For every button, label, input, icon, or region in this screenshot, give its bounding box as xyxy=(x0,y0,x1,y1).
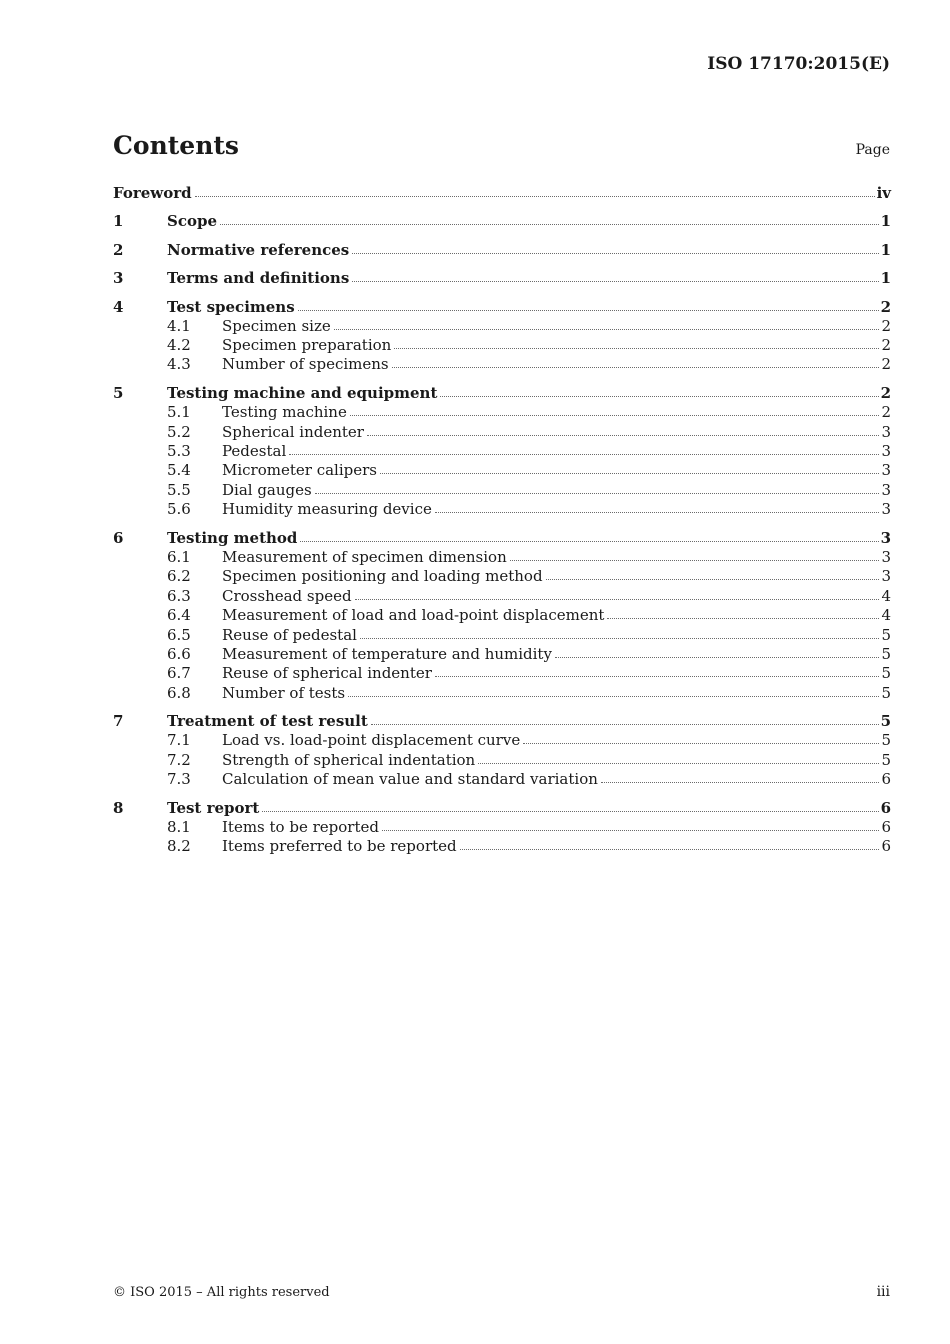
dot-leader xyxy=(380,473,879,474)
toc-entry-subsection-5-5[interactable] xyxy=(113,481,891,500)
toc-entry-subsection-4-2[interactable] xyxy=(113,336,891,355)
toc-entry-subsection-8-2[interactable] xyxy=(113,837,891,856)
dot-leader xyxy=(478,763,879,764)
toc-entry-title: Measurement of specimen dimension xyxy=(222,547,507,566)
toc-entry-section-4[interactable] xyxy=(113,298,891,317)
toc-entry-subsection-7-1[interactable] xyxy=(113,731,891,750)
dot-leader xyxy=(220,224,879,225)
toc-entry-page: 5 xyxy=(881,664,891,683)
dot-leader xyxy=(300,541,878,542)
toc-entry-number: 6.8 xyxy=(167,683,191,702)
toc-entry-subsection-8-1[interactable] xyxy=(113,818,891,837)
toc-entry-section-1[interactable] xyxy=(113,212,891,231)
toc-entry-page: 6 xyxy=(880,798,891,817)
toc-entry-subsection-6-3[interactable] xyxy=(113,587,891,606)
dot-leader xyxy=(555,657,879,658)
toc-entry-number: 6 xyxy=(113,528,124,547)
toc-entry-title: Load vs. load-point displacement curve xyxy=(222,731,521,750)
toc-entry-number: 4.1 xyxy=(167,316,191,335)
toc-entry-section-3[interactable] xyxy=(113,269,891,288)
toc-entry-number: 5 xyxy=(113,384,124,403)
toc-entry-subsection-7-2[interactable] xyxy=(113,751,891,770)
toc-entry-subsection-6-5[interactable] xyxy=(113,626,891,645)
toc-entry-subsection-5-3[interactable] xyxy=(113,442,891,461)
dot-leader xyxy=(394,348,879,349)
toc-entry-title: Terms and definitions xyxy=(167,269,350,288)
toc-entry-title: Reuse of spherical indenter xyxy=(222,664,432,683)
page-column-label: Page xyxy=(855,142,890,158)
toc-entry-number: 6.5 xyxy=(167,625,191,644)
toc-entry-page: 3 xyxy=(881,480,891,499)
dot-leader xyxy=(367,435,879,436)
toc-entry-page: 3 xyxy=(880,528,891,547)
dot-leader xyxy=(440,396,878,397)
toc-entry-page: 5 xyxy=(881,750,891,769)
dot-leader xyxy=(546,579,879,580)
toc-entry-number: 7.3 xyxy=(167,770,191,789)
toc-entry-title: Spherical indenter xyxy=(222,422,364,441)
toc-entry-number: 8.2 xyxy=(167,837,191,856)
dot-leader xyxy=(392,367,879,368)
toc-entry-title: Number of tests xyxy=(222,683,346,702)
toc-entry-subsection-5-6[interactable] xyxy=(113,500,891,519)
toc-entry-subsection-5-1[interactable] xyxy=(113,403,891,422)
toc-entry-number: 4.2 xyxy=(167,336,191,355)
toc-entry-number: 6.2 xyxy=(167,567,191,586)
toc-entry-title: Items preferred to be reported xyxy=(222,837,457,856)
toc-entry-page: 6 xyxy=(881,770,891,789)
dot-leader xyxy=(601,782,879,783)
dot-leader xyxy=(460,849,879,850)
toc-entry-title: Foreword xyxy=(113,184,192,202)
copyright-notice: © ISO 2015 – All rights reserved xyxy=(113,1285,330,1300)
toc-entry-section-2[interactable] xyxy=(113,241,891,260)
toc-entry-section-6[interactable] xyxy=(113,529,891,548)
toc-entry-title: Normative references xyxy=(167,240,350,259)
toc-entry-number: 5.6 xyxy=(167,500,191,519)
table-of-contents xyxy=(113,184,891,857)
toc-entry-title: Specimen positioning and loading method xyxy=(222,567,543,586)
toc-entry-page: iv xyxy=(876,184,891,202)
toc-entry-title: Calculation of mean value and standard variation xyxy=(222,770,598,789)
toc-entry-page: 3 xyxy=(881,422,891,441)
toc-entry-subsection-7-3[interactable] xyxy=(113,770,891,789)
toc-entry-number: 5.1 xyxy=(167,403,191,422)
dot-leader xyxy=(523,743,879,744)
dot-leader xyxy=(510,560,879,561)
dot-leader xyxy=(334,329,879,330)
toc-entry-title: Number of specimens xyxy=(222,355,389,374)
dot-leader xyxy=(435,512,879,513)
toc-entry-title: Scope xyxy=(167,212,218,231)
toc-entry-page: 4 xyxy=(881,606,891,625)
toc-entry-page: 3 xyxy=(881,567,891,586)
toc-entry-number: 8.1 xyxy=(167,818,191,836)
dot-leader xyxy=(352,281,878,282)
toc-entry-page: 6 xyxy=(881,837,891,856)
toc-entry-subsection-5-4[interactable] xyxy=(113,461,891,480)
toc-entry-number: 6.3 xyxy=(167,586,191,605)
toc-entry-page: 5 xyxy=(881,731,891,750)
toc-entry-number: 5.3 xyxy=(167,442,191,461)
dot-leader xyxy=(262,811,878,812)
contents-title: Contents xyxy=(113,131,240,160)
toc-entry-number: 6.1 xyxy=(167,547,191,566)
toc-entry-subsection-4-3[interactable] xyxy=(113,355,891,374)
document-code: ISO 17170:2015(E) xyxy=(707,54,890,74)
toc-entry-page: 2 xyxy=(881,336,891,355)
toc-entry-title: Measurement of temperature and humidity xyxy=(222,644,552,663)
toc-entry-title: Reuse of pedestal xyxy=(222,625,357,644)
toc-entry-number: 8 xyxy=(113,798,124,817)
dot-leader xyxy=(360,638,879,639)
toc-entry-page: 1 xyxy=(880,269,891,288)
toc-entry-number: 1 xyxy=(113,212,124,231)
toc-entry-title: Testing method xyxy=(167,528,298,547)
toc-entry-page: 3 xyxy=(881,547,891,566)
toc-entry-number: 5.5 xyxy=(167,480,191,499)
toc-entry-title: Dial gauges xyxy=(222,480,312,499)
toc-entry-page: 2 xyxy=(881,316,891,335)
toc-entry-page: 2 xyxy=(880,297,891,316)
toc-entry-title: Testing machine xyxy=(222,403,347,422)
toc-entry-number: 3 xyxy=(113,269,124,288)
toc-entry-title: Specimen size xyxy=(222,316,331,335)
toc-entry-page: 2 xyxy=(881,355,891,374)
toc-entry-title: Specimen preparation xyxy=(222,336,392,355)
toc-entry-number: 5.4 xyxy=(167,461,191,480)
toc-entry-subsection-6-8[interactable] xyxy=(113,684,891,703)
toc-entry-page: 6 xyxy=(881,818,891,836)
toc-entry-section-7[interactable] xyxy=(113,712,891,731)
toc-entry-number: 6.7 xyxy=(167,664,191,683)
toc-entry-page: 2 xyxy=(880,384,891,403)
dot-leader xyxy=(435,676,879,677)
dot-leader xyxy=(355,599,879,600)
dot-leader xyxy=(195,196,875,197)
toc-entry-page: 1 xyxy=(880,212,891,231)
dot-leader xyxy=(607,618,879,619)
toc-entry-title: Strength of spherical indentation xyxy=(222,750,476,769)
toc-entry-number: 5.2 xyxy=(167,422,191,441)
dot-leader xyxy=(348,696,879,697)
toc-entry-number: 7.2 xyxy=(167,750,191,769)
toc-entry-number: 6.4 xyxy=(167,606,191,625)
toc-entry-page: 1 xyxy=(880,240,891,259)
toc-entry-title: Crosshead speed xyxy=(222,586,352,605)
toc-entry-foreword[interactable] xyxy=(113,184,891,203)
toc-entry-page: 3 xyxy=(881,442,891,461)
toc-entry-page: 3 xyxy=(881,461,891,480)
toc-entry-page: 5 xyxy=(881,683,891,702)
dot-leader xyxy=(382,830,879,831)
toc-entry-number: 7.1 xyxy=(167,731,191,750)
toc-entry-title: Test specimens xyxy=(167,297,295,316)
toc-entry-subsection-6-7[interactable] xyxy=(113,664,891,683)
toc-entry-title: Testing machine and equipment xyxy=(167,384,438,403)
toc-entry-title: Measurement of load and load-point displacement xyxy=(222,606,605,625)
toc-entry-number: 6.6 xyxy=(167,644,191,663)
toc-entry-page: 5 xyxy=(880,712,891,731)
toc-entry-page: 3 xyxy=(881,500,891,519)
toc-entry-page: 4 xyxy=(881,586,891,605)
dot-leader xyxy=(371,724,879,725)
toc-entry-number: 4 xyxy=(113,297,124,316)
toc-entry-page: 5 xyxy=(881,625,891,644)
dot-leader xyxy=(298,310,879,311)
dot-leader xyxy=(352,253,878,254)
dot-leader xyxy=(289,454,879,455)
toc-entry-subsection-4-1[interactable] xyxy=(113,317,891,336)
toc-entry-title: Treatment of test result xyxy=(167,712,368,731)
toc-entry-subsection-6-2[interactable] xyxy=(113,567,891,586)
toc-entry-page: 5 xyxy=(881,644,891,663)
toc-sections xyxy=(113,212,891,856)
toc-entry-subsection-6-1[interactable] xyxy=(113,548,891,567)
toc-entry-title: Items to be reported xyxy=(222,818,379,836)
page-number: iii xyxy=(876,1284,890,1300)
toc-entry-number: 4.3 xyxy=(167,355,191,374)
toc-entry-page: 2 xyxy=(881,403,891,422)
toc-entry-title: Humidity measuring device xyxy=(222,500,432,519)
toc-entry-title: Pedestal xyxy=(222,442,287,461)
toc-entry-title: Micrometer calipers xyxy=(222,461,377,480)
toc-entry-subsection-6-4[interactable] xyxy=(113,606,891,625)
dot-leader xyxy=(315,493,879,494)
toc-entry-number: 7 xyxy=(113,712,124,731)
dot-leader xyxy=(350,415,879,416)
toc-entry-number: 2 xyxy=(113,240,124,259)
toc-entry-section-5[interactable] xyxy=(113,384,891,403)
toc-entry-subsection-6-6[interactable] xyxy=(113,645,891,664)
toc-entry-title: Test report xyxy=(167,798,260,817)
toc-entry-subsection-5-2[interactable] xyxy=(113,423,891,442)
toc-entry-section-8[interactable] xyxy=(113,799,891,818)
